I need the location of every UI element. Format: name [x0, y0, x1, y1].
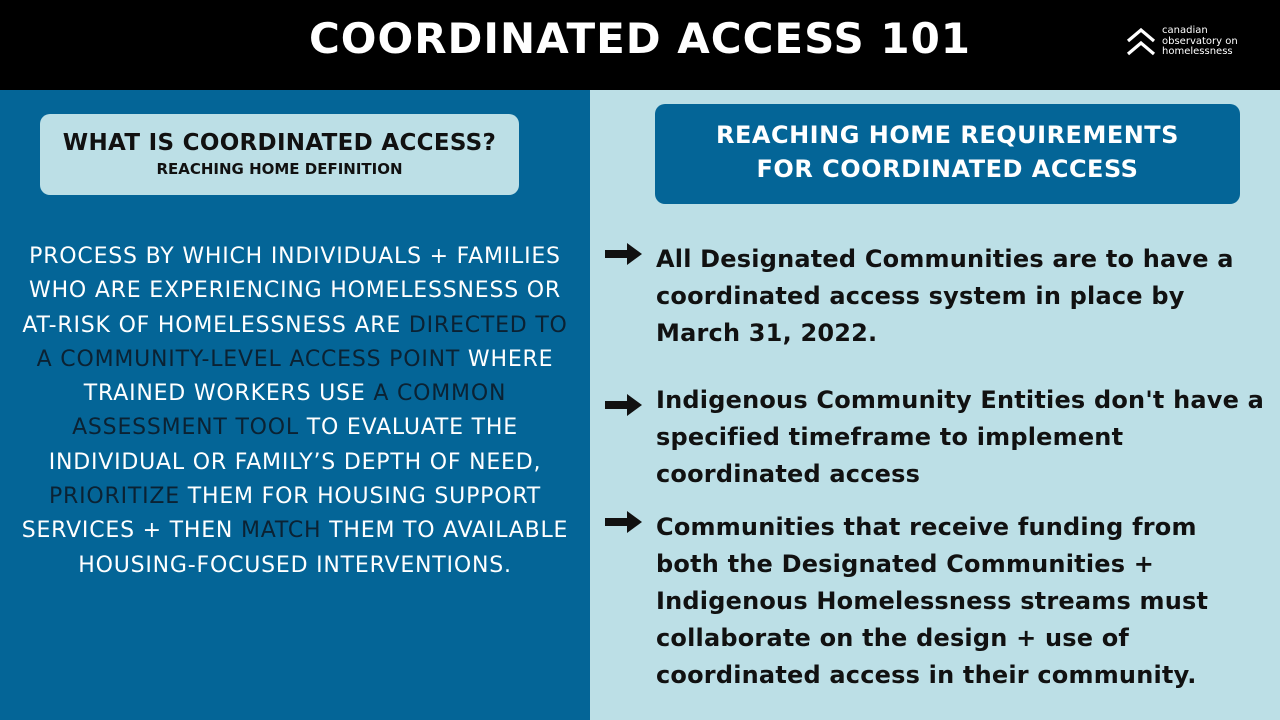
definition-subheading: REACHING HOME DEFINITION: [156, 160, 403, 178]
chevron-up-logo-icon: [1125, 26, 1157, 60]
requirements-heading-line-1: REACHING HOME REQUIREMENTS: [716, 121, 1179, 149]
logo-line-1: canadian: [1162, 25, 1208, 36]
requirement-text-2: Indigenous Community Entities don't have a specified timeframe to implement coordinated access: [656, 386, 1265, 488]
definition-part-1: PROCESS BY WHICH INDIVIDUALS + FAMILIES WHO ARE EXPERIENCING HOMELESSNESS OR AT-RISK OF HOMELESSNESS ARE: [22, 244, 561, 338]
definition-heading: WHAT IS COORDINATED ACCESS?: [62, 130, 497, 156]
logo-line-3: homelessness: [1162, 46, 1233, 57]
coh-logo: [1125, 24, 1255, 64]
definition-highlight-1: DIRECTED TO A COMMUNITY-LEVEL ACCESS POINT: [36, 312, 568, 372]
definition-text: [20, 240, 570, 583]
requirements-panel: [590, 90, 1280, 720]
definition-part-5: THEM TO AVAILABLE HOUSING-FOCUSED INTERVENTIONS.: [78, 518, 569, 578]
definition-highlight-3: PRIORITIZE: [48, 484, 180, 510]
definition-panel: [0, 90, 590, 720]
header-bar: [0, 0, 1280, 90]
definition-part-3: TO EVALUATE THE INDIVIDUAL OR FAMILY’S DEPTH OF NEED,: [48, 415, 542, 475]
requirement-text-1: All Designated Communities are to have a coordinated access system in place by March 31, 2022.: [656, 245, 1234, 347]
definition-heading-box: [40, 114, 519, 195]
page-title: COORDINATED ACCESS 101: [308, 14, 972, 63]
definition-highlight-2: A COMMON ASSESSMENT TOOL: [72, 381, 507, 441]
requirements-heading-box: [655, 104, 1240, 204]
logo-line-2: observatory on: [1162, 35, 1238, 47]
requirements-heading-line-2: FOR COORDINATED ACCESS: [756, 155, 1139, 183]
logo-text: [1162, 26, 1238, 58]
arrow-right-icon: [605, 509, 645, 535]
arrow-right-icon: [605, 392, 645, 418]
definition-part-2: WHERE TRAINED WORKERS USE: [83, 346, 554, 407]
definition-highlight-4: MATCH: [240, 518, 322, 544]
requirement-text-3: Communities that receive funding from both the Designated Communities + Indigenous Homelessness streams must collaborate on the design + use of coordinated access in their community.: [656, 513, 1209, 689]
definition-part-4: THEM FOR HOUSING SUPPORT SERVICES + THEN: [21, 484, 542, 544]
arrow-right-icon: [605, 241, 645, 267]
